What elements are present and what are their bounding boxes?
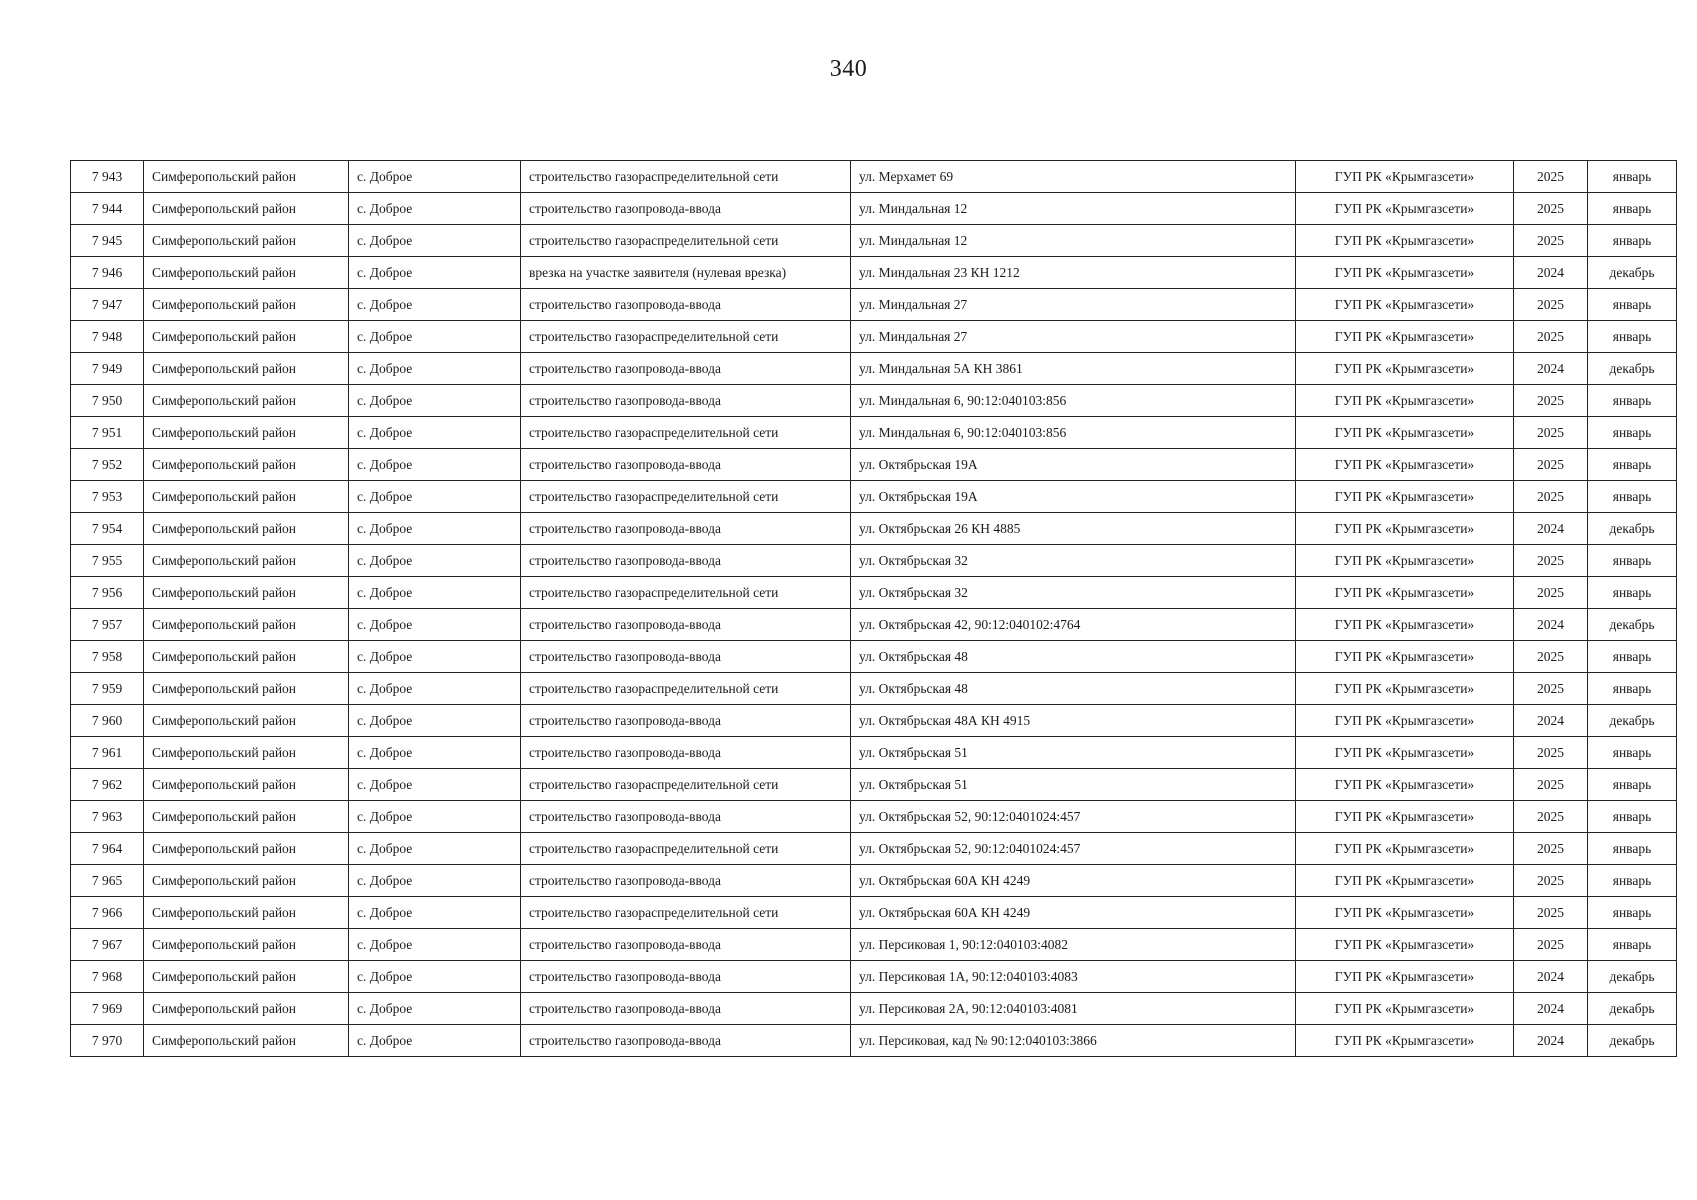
work-type-cell: строительство газопровода-ввода [521, 289, 851, 321]
month-cell: декабрь [1588, 961, 1677, 993]
table-row [71, 193, 1677, 225]
organization-cell: ГУП РК «Крымгазсети» [1296, 193, 1514, 225]
district-cell: Симферопольский район [144, 225, 349, 257]
year-cell: 2025 [1514, 801, 1588, 833]
month-cell: декабрь [1588, 705, 1677, 737]
year-cell: 2025 [1514, 769, 1588, 801]
organization-cell: ГУП РК «Крымгазсети» [1296, 673, 1514, 705]
organization-cell: ГУП РК «Крымгазсети» [1296, 897, 1514, 929]
work-type-cell: строительство газопровода-ввода [521, 641, 851, 673]
village-cell: с. Доброе [349, 833, 521, 865]
organization-cell: ГУП РК «Крымгазсети» [1296, 513, 1514, 545]
organization-cell: ГУП РК «Крымгазсети» [1296, 577, 1514, 609]
village-cell: с. Доброе [349, 577, 521, 609]
year-cell: 2025 [1514, 417, 1588, 449]
organization-cell: ГУП РК «Крымгазсети» [1296, 417, 1514, 449]
table-row [71, 417, 1677, 449]
table-row [71, 961, 1677, 993]
organization-cell: ГУП РК «Крымгазсети» [1296, 481, 1514, 513]
district-cell: Симферопольский район [144, 385, 349, 417]
year-cell: 2024 [1514, 257, 1588, 289]
work-type-cell: строительство газораспределительной сети [521, 833, 851, 865]
row-number-cell: 7 960 [71, 705, 144, 737]
organization-cell: ГУП РК «Крымгазсети» [1296, 449, 1514, 481]
table-row [71, 577, 1677, 609]
row-number-cell: 7 954 [71, 513, 144, 545]
organization-cell: ГУП РК «Крымгазсети» [1296, 1025, 1514, 1057]
district-cell: Симферопольский район [144, 513, 349, 545]
work-type-cell: строительство газораспределительной сети [521, 673, 851, 705]
work-type-cell: строительство газораспределительной сети [521, 321, 851, 353]
table-row [71, 609, 1677, 641]
year-cell: 2024 [1514, 705, 1588, 737]
address-cell: ул. Октябрьская 48 [851, 641, 1296, 673]
work-type-cell: строительство газопровода-ввода [521, 353, 851, 385]
district-cell: Симферопольский район [144, 449, 349, 481]
address-cell: ул. Октябрьская 51 [851, 769, 1296, 801]
row-number-cell: 7 943 [71, 161, 144, 193]
address-cell: ул. Миндальная 5А КН 3861 [851, 353, 1296, 385]
district-cell: Симферопольский район [144, 417, 349, 449]
district-cell: Симферопольский район [144, 961, 349, 993]
village-cell: с. Доброе [349, 289, 521, 321]
year-cell: 2025 [1514, 193, 1588, 225]
work-type-cell: строительство газораспределительной сети [521, 897, 851, 929]
row-number-cell: 7 950 [71, 385, 144, 417]
year-cell: 2024 [1514, 353, 1588, 385]
row-number-cell: 7 965 [71, 865, 144, 897]
village-cell: с. Доброе [349, 929, 521, 961]
row-number-cell: 7 958 [71, 641, 144, 673]
year-cell: 2024 [1514, 961, 1588, 993]
row-number-cell: 7 961 [71, 737, 144, 769]
work-type-cell: строительство газопровода-ввода [521, 737, 851, 769]
address-cell: ул. Октябрьская 42, 90:12:040102:4764 [851, 609, 1296, 641]
village-cell: с. Доброе [349, 769, 521, 801]
month-cell: январь [1588, 833, 1677, 865]
work-type-cell: строительство газопровода-ввода [521, 513, 851, 545]
table-row [71, 1025, 1677, 1057]
work-type-cell: строительство газопровода-ввода [521, 929, 851, 961]
year-cell: 2024 [1514, 609, 1588, 641]
year-cell: 2025 [1514, 865, 1588, 897]
month-cell: январь [1588, 929, 1677, 961]
month-cell: январь [1588, 801, 1677, 833]
row-number-cell: 7 953 [71, 481, 144, 513]
village-cell: с. Доброе [349, 993, 521, 1025]
district-cell: Симферопольский район [144, 929, 349, 961]
table-row [71, 385, 1677, 417]
month-cell: январь [1588, 545, 1677, 577]
work-type-cell: строительство газопровода-ввода [521, 193, 851, 225]
work-type-cell: строительство газораспределительной сети [521, 161, 851, 193]
work-type-cell: строительство газопровода-ввода [521, 449, 851, 481]
year-cell: 2025 [1514, 289, 1588, 321]
year-cell: 2025 [1514, 577, 1588, 609]
table-row [71, 449, 1677, 481]
row-number-cell: 7 948 [71, 321, 144, 353]
month-cell: январь [1588, 897, 1677, 929]
row-number-cell: 7 957 [71, 609, 144, 641]
month-cell: январь [1588, 321, 1677, 353]
row-number-cell: 7 944 [71, 193, 144, 225]
work-type-cell: строительство газораспределительной сети [521, 481, 851, 513]
organization-cell: ГУП РК «Крымгазсети» [1296, 833, 1514, 865]
year-cell: 2024 [1514, 513, 1588, 545]
village-cell: с. Доброе [349, 449, 521, 481]
organization-cell: ГУП РК «Крымгазсети» [1296, 961, 1514, 993]
work-type-cell: строительство газопровода-ввода [521, 961, 851, 993]
district-cell: Симферопольский район [144, 801, 349, 833]
row-number-cell: 7 946 [71, 257, 144, 289]
village-cell: с. Доброе [349, 545, 521, 577]
organization-cell: ГУП РК «Крымгазсети» [1296, 385, 1514, 417]
village-cell: с. Доброе [349, 1025, 521, 1057]
district-cell: Симферопольский район [144, 865, 349, 897]
month-cell: январь [1588, 193, 1677, 225]
village-cell: с. Доброе [349, 193, 521, 225]
organization-cell: ГУП РК «Крымгазсети» [1296, 161, 1514, 193]
district-cell: Симферопольский район [144, 321, 349, 353]
organization-cell: ГУП РК «Крымгазсети» [1296, 321, 1514, 353]
organization-cell: ГУП РК «Крымгазсети» [1296, 641, 1514, 673]
address-cell: ул. Миндальная 12 [851, 193, 1296, 225]
address-cell: ул. Персиковая 2А, 90:12:040103:4081 [851, 993, 1296, 1025]
district-cell: Симферопольский район [144, 673, 349, 705]
month-cell: январь [1588, 161, 1677, 193]
district-cell: Симферопольский район [144, 577, 349, 609]
organization-cell: ГУП РК «Крымгазсети» [1296, 929, 1514, 961]
month-cell: декабрь [1588, 257, 1677, 289]
organization-cell: ГУП РК «Крымгазсети» [1296, 993, 1514, 1025]
address-cell: ул. Миндальная 6, 90:12:040103:856 [851, 385, 1296, 417]
district-cell: Симферопольский район [144, 289, 349, 321]
work-type-cell: строительство газопровода-ввода [521, 545, 851, 577]
address-cell: ул. Мерхамет 69 [851, 161, 1296, 193]
table-row [71, 865, 1677, 897]
month-cell: январь [1588, 481, 1677, 513]
year-cell: 2025 [1514, 641, 1588, 673]
month-cell: январь [1588, 449, 1677, 481]
month-cell: январь [1588, 769, 1677, 801]
village-cell: с. Доброе [349, 897, 521, 929]
address-cell: ул. Персиковая 1, 90:12:040103:4082 [851, 929, 1296, 961]
month-cell: январь [1588, 673, 1677, 705]
month-cell: январь [1588, 385, 1677, 417]
year-cell: 2025 [1514, 225, 1588, 257]
row-number-cell: 7 952 [71, 449, 144, 481]
village-cell: с. Доброе [349, 705, 521, 737]
organization-cell: ГУП РК «Крымгазсети» [1296, 737, 1514, 769]
district-cell: Симферопольский район [144, 609, 349, 641]
organization-cell: ГУП РК «Крымгазсети» [1296, 769, 1514, 801]
year-cell: 2025 [1514, 161, 1588, 193]
address-cell: ул. Октябрьская 60А КН 4249 [851, 897, 1296, 929]
work-type-cell: строительство газопровода-ввода [521, 609, 851, 641]
year-cell: 2025 [1514, 833, 1588, 865]
work-type-cell: строительство газопровода-ввода [521, 705, 851, 737]
address-cell: ул. Миндальная 23 КН 1212 [851, 257, 1296, 289]
row-number-cell: 7 945 [71, 225, 144, 257]
address-cell: ул. Октябрьская 32 [851, 577, 1296, 609]
address-cell: ул. Октябрьская 19А [851, 449, 1296, 481]
work-type-cell: строительство газораспределительной сети [521, 769, 851, 801]
table-row [71, 161, 1677, 193]
village-cell: с. Доброе [349, 737, 521, 769]
address-cell: ул. Октябрьская 26 КН 4885 [851, 513, 1296, 545]
table-row [71, 993, 1677, 1025]
gasification-table [70, 160, 1677, 1057]
address-cell: ул. Октябрьская 19А [851, 481, 1296, 513]
row-number-cell: 7 951 [71, 417, 144, 449]
district-cell: Симферопольский район [144, 641, 349, 673]
table-row [71, 801, 1677, 833]
table-row [71, 737, 1677, 769]
month-cell: январь [1588, 577, 1677, 609]
month-cell: январь [1588, 641, 1677, 673]
address-cell: ул. Миндальная 27 [851, 289, 1296, 321]
year-cell: 2025 [1514, 321, 1588, 353]
organization-cell: ГУП РК «Крымгазсети» [1296, 801, 1514, 833]
address-cell: ул. Персиковая 1А, 90:12:040103:4083 [851, 961, 1296, 993]
table-body [71, 161, 1677, 1057]
organization-cell: ГУП РК «Крымгазсети» [1296, 545, 1514, 577]
village-cell: с. Доброе [349, 385, 521, 417]
month-cell: декабрь [1588, 1025, 1677, 1057]
organization-cell: ГУП РК «Крымгазсети» [1296, 353, 1514, 385]
table-row [71, 833, 1677, 865]
district-cell: Симферопольский район [144, 353, 349, 385]
village-cell: с. Доброе [349, 257, 521, 289]
village-cell: с. Доброе [349, 961, 521, 993]
table-row [71, 353, 1677, 385]
row-number-cell: 7 963 [71, 801, 144, 833]
village-cell: с. Доброе [349, 481, 521, 513]
organization-cell: ГУП РК «Крымгазсети» [1296, 225, 1514, 257]
table-row [71, 545, 1677, 577]
page-number: 340 [829, 56, 868, 82]
row-number-cell: 7 955 [71, 545, 144, 577]
village-cell: с. Доброе [349, 673, 521, 705]
year-cell: 2025 [1514, 929, 1588, 961]
address-cell: ул. Миндальная 27 [851, 321, 1296, 353]
work-type-cell: строительство газопровода-ввода [521, 1025, 851, 1057]
district-cell: Симферопольский район [144, 161, 349, 193]
table-row [71, 225, 1677, 257]
month-cell: декабрь [1588, 513, 1677, 545]
year-cell: 2025 [1514, 897, 1588, 929]
table-row [71, 481, 1677, 513]
year-cell: 2025 [1514, 545, 1588, 577]
village-cell: с. Доброе [349, 801, 521, 833]
district-cell: Симферопольский район [144, 545, 349, 577]
address-cell: ул. Миндальная 12 [851, 225, 1296, 257]
row-number-cell: 7 962 [71, 769, 144, 801]
month-cell: декабрь [1588, 993, 1677, 1025]
month-cell: январь [1588, 737, 1677, 769]
work-type-cell: строительство газопровода-ввода [521, 865, 851, 897]
organization-cell: ГУП РК «Крымгазсети» [1296, 609, 1514, 641]
month-cell: декабрь [1588, 609, 1677, 641]
row-number-cell: 7 964 [71, 833, 144, 865]
village-cell: с. Доброе [349, 321, 521, 353]
row-number-cell: 7 966 [71, 897, 144, 929]
work-type-cell: строительство газопровода-ввода [521, 993, 851, 1025]
month-cell: январь [1588, 865, 1677, 897]
village-cell: с. Доброе [349, 417, 521, 449]
village-cell: с. Доброе [349, 609, 521, 641]
year-cell: 2025 [1514, 449, 1588, 481]
organization-cell: ГУП РК «Крымгазсети» [1296, 865, 1514, 897]
work-type-cell: строительство газораспределительной сети [521, 577, 851, 609]
table-row [71, 769, 1677, 801]
address-cell: ул. Октябрьская 52, 90:12:0401024:457 [851, 833, 1296, 865]
table-row [71, 321, 1677, 353]
work-type-cell: строительство газораспределительной сети [521, 417, 851, 449]
row-number-cell: 7 949 [71, 353, 144, 385]
table-row [71, 929, 1677, 961]
organization-cell: ГУП РК «Крымгазсети» [1296, 705, 1514, 737]
row-number-cell: 7 956 [71, 577, 144, 609]
organization-cell: ГУП РК «Крымгазсети» [1296, 257, 1514, 289]
address-cell: ул. Октябрьская 48 [851, 673, 1296, 705]
row-number-cell: 7 969 [71, 993, 144, 1025]
district-cell: Симферопольский район [144, 257, 349, 289]
table-row [71, 513, 1677, 545]
month-cell: январь [1588, 417, 1677, 449]
district-cell: Симферопольский район [144, 481, 349, 513]
work-type-cell: строительство газораспределительной сети [521, 225, 851, 257]
district-cell: Симферопольский район [144, 993, 349, 1025]
table-row [71, 897, 1677, 929]
table-row [71, 257, 1677, 289]
village-cell: с. Доброе [349, 865, 521, 897]
year-cell: 2024 [1514, 1025, 1588, 1057]
address-cell: ул. Миндальная 6, 90:12:040103:856 [851, 417, 1296, 449]
year-cell: 2025 [1514, 385, 1588, 417]
village-cell: с. Доброе [349, 225, 521, 257]
row-number-cell: 7 959 [71, 673, 144, 705]
row-number-cell: 7 968 [71, 961, 144, 993]
district-cell: Симферопольский район [144, 1025, 349, 1057]
organization-cell: ГУП РК «Крымгазсети» [1296, 289, 1514, 321]
row-number-cell: 7 947 [71, 289, 144, 321]
year-cell: 2025 [1514, 737, 1588, 769]
district-cell: Симферопольский район [144, 897, 349, 929]
table-row [71, 289, 1677, 321]
address-cell: ул. Октябрьская 48А КН 4915 [851, 705, 1296, 737]
work-type-cell: врезка на участке заявителя (нулевая врезка) [521, 257, 851, 289]
row-number-cell: 7 970 [71, 1025, 144, 1057]
address-cell: ул. Октябрьская 51 [851, 737, 1296, 769]
village-cell: с. Доброе [349, 513, 521, 545]
work-type-cell: строительство газопровода-ввода [521, 801, 851, 833]
year-cell: 2025 [1514, 481, 1588, 513]
row-number-cell: 7 967 [71, 929, 144, 961]
address-cell: ул. Персиковая, кад № 90:12:040103:3866 [851, 1025, 1296, 1057]
work-type-cell: строительство газопровода-ввода [521, 385, 851, 417]
month-cell: декабрь [1588, 353, 1677, 385]
address-cell: ул. Октябрьская 32 [851, 545, 1296, 577]
district-cell: Симферопольский район [144, 705, 349, 737]
village-cell: с. Доброе [349, 641, 521, 673]
district-cell: Симферопольский район [144, 833, 349, 865]
month-cell: январь [1588, 225, 1677, 257]
district-cell: Симферопольский район [144, 193, 349, 225]
table-row [71, 705, 1677, 737]
village-cell: с. Доброе [349, 161, 521, 193]
year-cell: 2024 [1514, 993, 1588, 1025]
address-cell: ул. Октябрьская 60А КН 4249 [851, 865, 1296, 897]
district-cell: Симферопольский район [144, 737, 349, 769]
district-cell: Симферопольский район [144, 769, 349, 801]
month-cell: январь [1588, 289, 1677, 321]
table-row [71, 673, 1677, 705]
year-cell: 2025 [1514, 673, 1588, 705]
address-cell: ул. Октябрьская 52, 90:12:0401024:457 [851, 801, 1296, 833]
table-row [71, 641, 1677, 673]
village-cell: с. Доброе [349, 353, 521, 385]
